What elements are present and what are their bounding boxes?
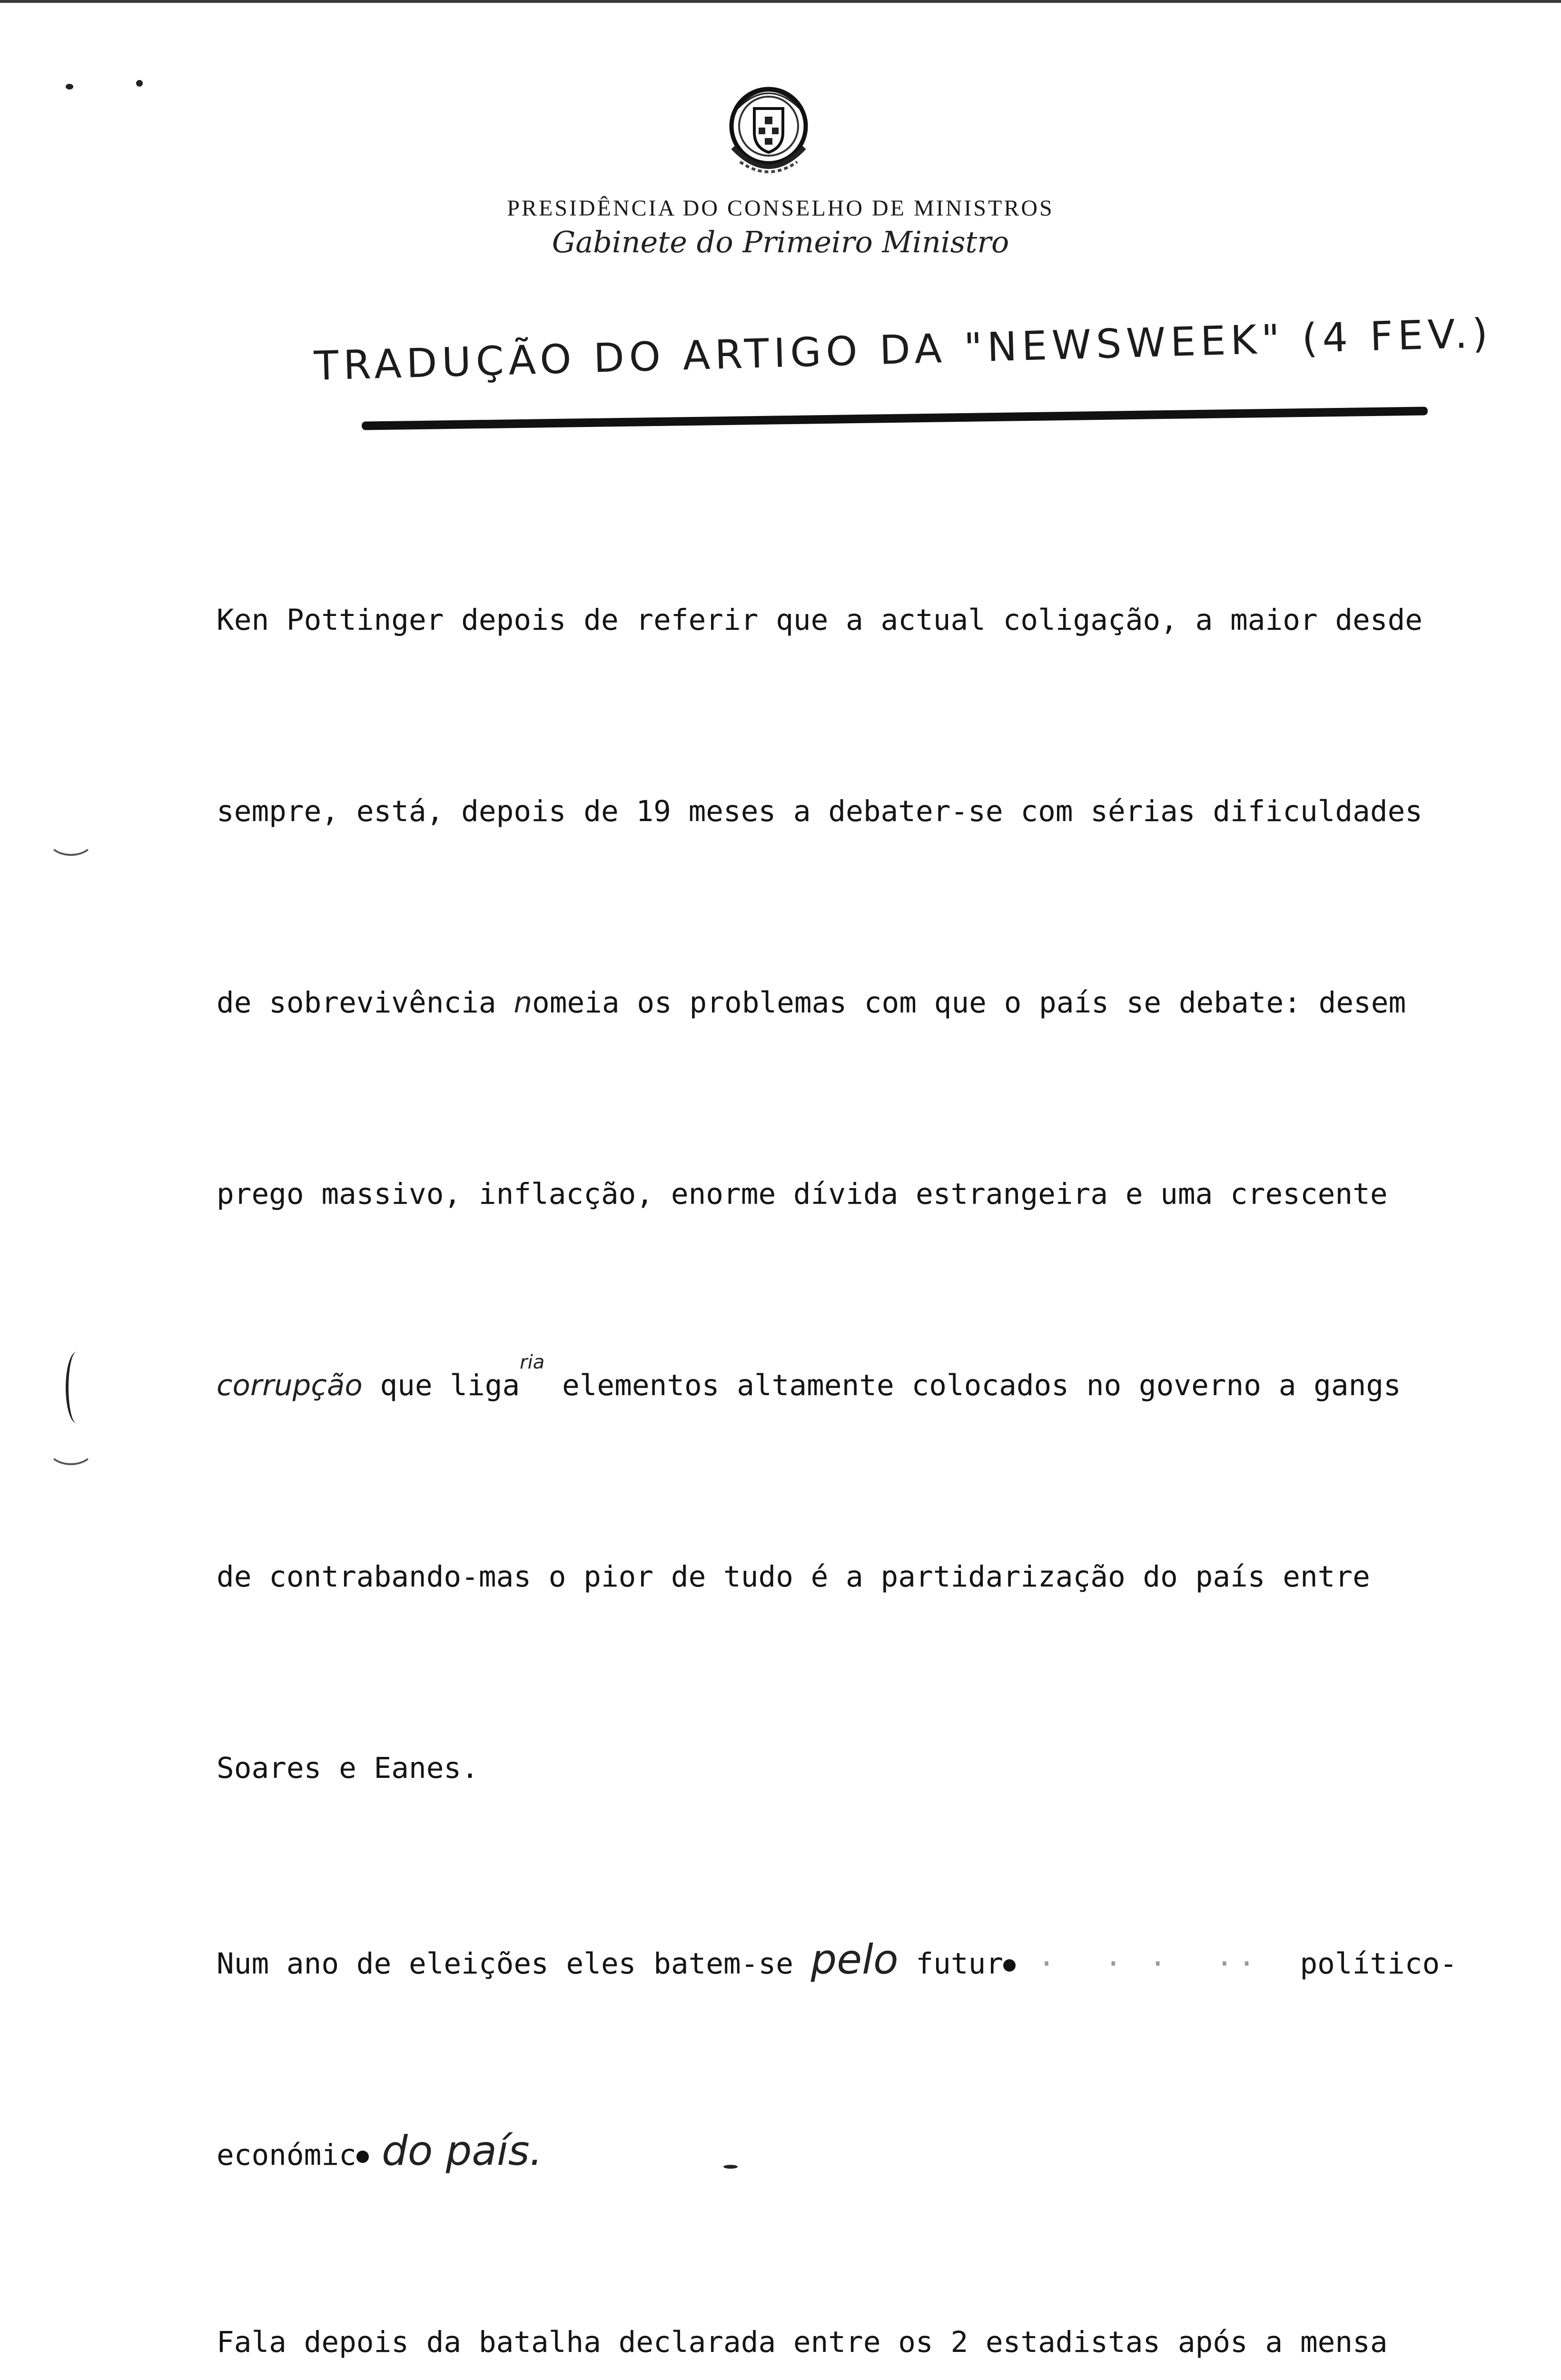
margin-mark [48, 1433, 94, 1465]
ink-correction-mark [356, 2151, 369, 2163]
document-body [217, 461, 1549, 2380]
top-edge-rule [0, 0, 1561, 3]
body-text-segment: Num ano de eleições eles batem-se [217, 1947, 811, 1981]
ink-correction-mark [1003, 1959, 1016, 1972]
body-line: sempre, está, depois de 19 meses a debater-se com sérias dificuldades [217, 794, 1423, 828]
body-text-segment: omeia os problemas com que o país se debate: desem [532, 986, 1406, 1020]
body-text-segment: futur [898, 1947, 1004, 1981]
body-text-segment: de sobrevivência [217, 986, 514, 1020]
erased-text-residue: · · · ·· [1016, 1947, 1283, 1981]
margin-bracket-mark [66, 1352, 88, 1423]
coat-of-arms-emblem [719, 71, 819, 186]
title-underline [362, 407, 1428, 430]
body-line [217, 2119, 1549, 2183]
body-text-segment: elementos altamente colocados no governo a gangs [544, 1368, 1401, 1402]
scan-speck [66, 84, 73, 89]
body-text-segment: político- [1282, 1947, 1457, 1981]
body-line: de contrabando-mas o pior de tudo é a partidarização do país entre [217, 1560, 1370, 1594]
body-text-segment: económic [217, 2138, 356, 2172]
body-text-segment: que liga [362, 1368, 520, 1402]
margin-mark [48, 823, 94, 856]
issuing-office-title: PRESIDÊNCIA DO CONSELHO DE MINISTROS [507, 196, 1054, 221]
handwritten-superscript: ria [520, 1351, 545, 1373]
body-line [217, 1351, 1549, 1418]
body-line: Fala depois da batalha declarada entre os 2 estadistas após a mensa [217, 2325, 1388, 2359]
body-line: Soares e Eanes. [217, 1751, 479, 1785]
body-line [217, 971, 1549, 1035]
body-line [217, 1928, 1549, 1992]
scan-speck [723, 2165, 738, 2169]
handwritten-document-title: TRADUÇÃO DO ARTIGO DA "NEWSWEEK" (4 FEV.) [313, 309, 1493, 389]
handwritten-insertion: corrupção [217, 1368, 363, 1402]
body-line: prego massivo, inflacção, enorme dívida estrangeira e uma crescente [217, 1177, 1388, 1211]
body-line: Ken Pottinger depois de referir que a actual coligação, a maior desde [217, 603, 1423, 637]
scan-speck [136, 80, 143, 87]
handwritten-insertion: pelo [810, 1936, 899, 1983]
issuing-office-subtitle: Gabinete do Primeiro Ministro [552, 225, 1009, 259]
handwritten-insertion: do país. [368, 2127, 543, 2175]
handwritten-correction: n [514, 986, 532, 1020]
